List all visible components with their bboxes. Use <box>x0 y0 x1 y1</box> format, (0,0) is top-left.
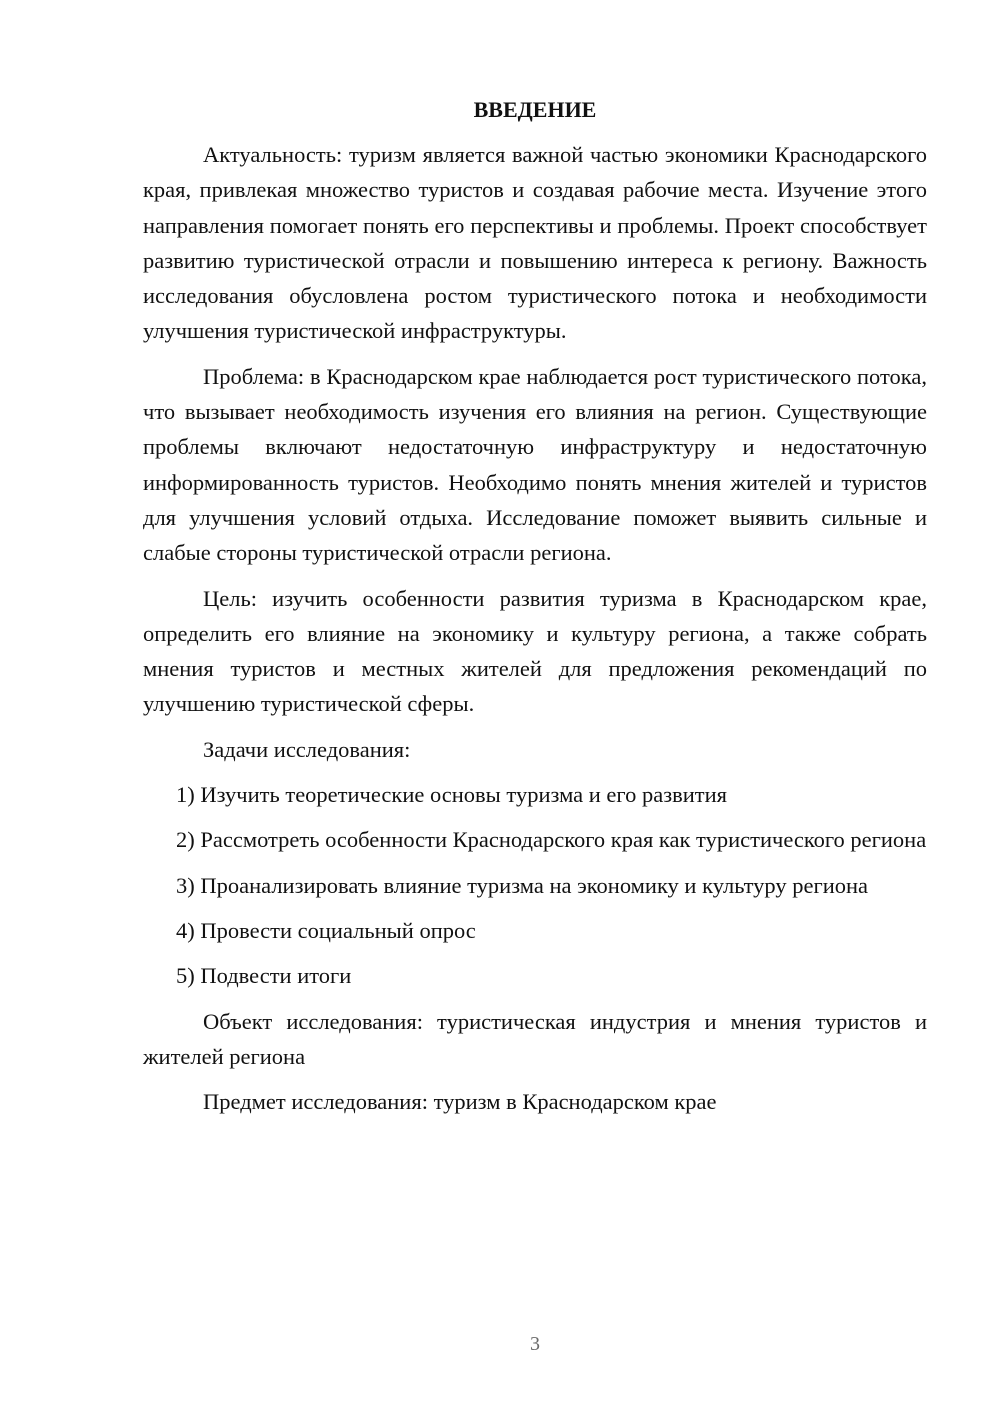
research-subject-paragraph: Предмет исследования: туризм в Краснодарском крае <box>203 1089 717 1115</box>
task-item-1: 1) Изучить теоретические основы туризма и его развития <box>176 782 727 808</box>
goal-paragraph: Цель: изучить особенности развития туризма в Краснодарском крае, определить его влияние на экономику и культуру региона, а также собрать мнения туристов и местных жителей для предложения рекомендаций по улучшению туристической сферы. <box>143 585 927 717</box>
tasks-heading: Задачи исследования: <box>203 736 411 762</box>
page-title: ВВЕДЕНИЕ <box>473 97 597 122</box>
page-number: 3 <box>530 1333 540 1355</box>
document-page <box>143 92 927 1129</box>
task-item-4: 4) Провести социальный опрос <box>176 917 476 943</box>
task-item-2: 2) Рассмотреть особенности Краснодарского края как туристического региона <box>176 827 927 853</box>
research-object-paragraph: Объект исследования: туристическая индустрия и мнения туристов и жителей региона <box>143 1008 927 1069</box>
task-item-3: 3) Проанализировать влияние туризма на экономику и культуру региона <box>176 872 869 898</box>
problem-paragraph: Проблема: в Краснодарском крае наблюдается рост туристического потока, что вызывает необходимость изучения его влияния на регион. Существующие проблемы включают недостаточную инфраструктуру и недостаточную информированность туристов. Необходимо понять мнения жителей и туристов для улучшения условий отдыха. Исследование поможет выявить сильные и слабые стороны туристической отрасли региона. <box>143 363 927 566</box>
task-item-5: 5) Подвести итоги <box>176 963 352 989</box>
relevance-paragraph: Актуальность: туризм является важной частью экономики Краснодарского края, привлекая множество туристов и создавая рабочие места. Изучение этого направления помогает понять его перспективы и проблемы. Проект способствует развитию туристической отрасли и повышению интереса к региону. Важность исследования обусловлена ростом туристического потока и необходимости улучшения туристической инфраструктуры. <box>143 142 927 344</box>
